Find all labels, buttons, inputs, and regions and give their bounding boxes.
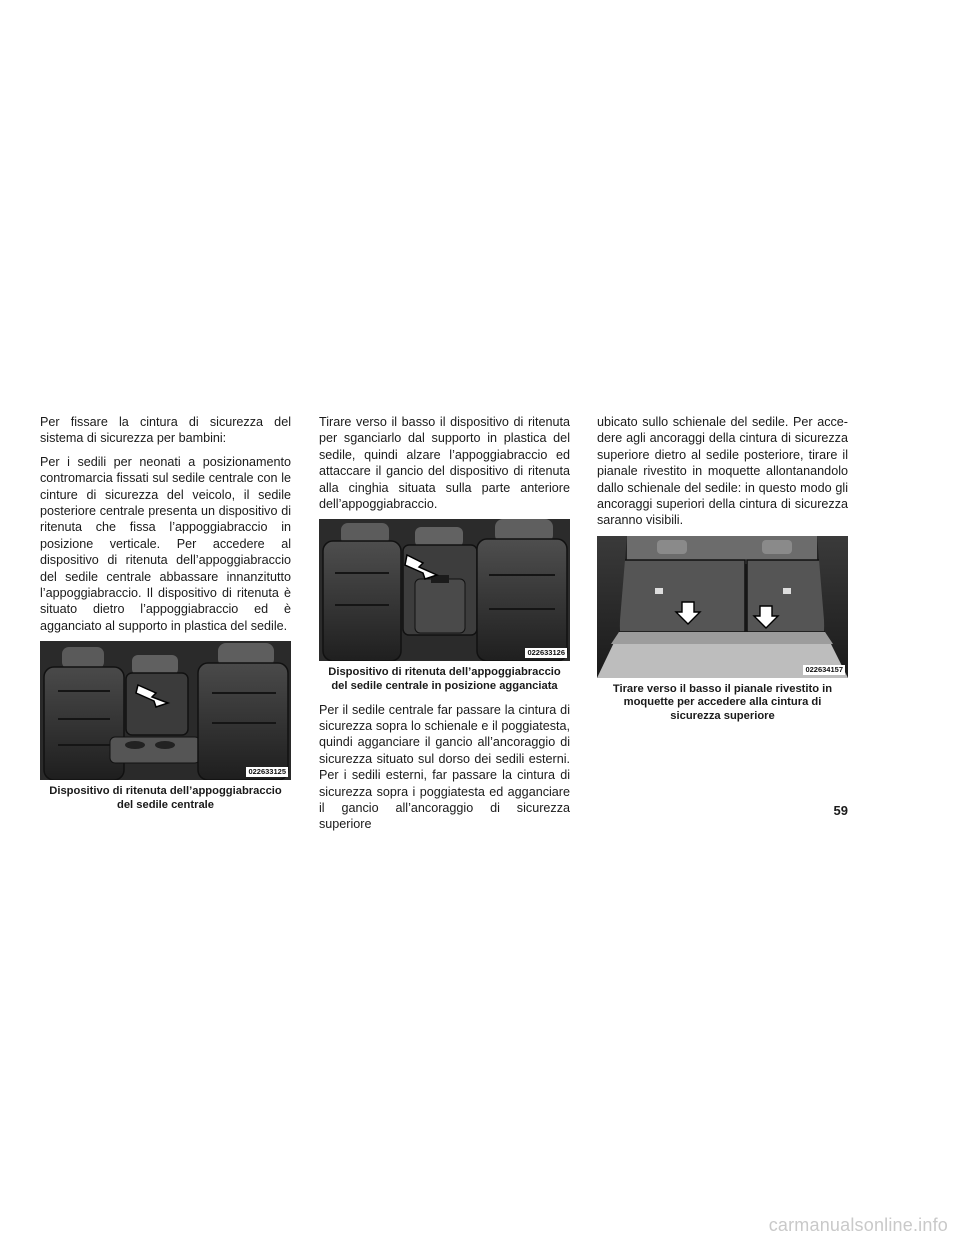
paragraph-rear-facing-seats: Per i sedili per neonati a posizionamento contromarcia fissati sul sedile centrale con le cinture di sicurezza del veicolo, il sedile posteriore centrale presenta un dispositivo di ritenuta che fissa l’appoggiabraccio in posizione verticale. Per accedere al dispositivo di ritenuta dell’appoggiabraccio del sedile centrale abbassare innanzitutto l’appoggiabraccio. Il dispositivo di ritenuta è situato dietro l’appoggiabraccio ed è agganciato al supporto in plastica del sedile. xyxy=(40,454,291,633)
figure-caption: Dispositivo di ritenuta dell’appoggiabraccio del sedile centrale in posizione agganciata xyxy=(328,666,561,693)
figure-cargo-floor xyxy=(597,536,848,678)
watermark: carmanualsonline.info xyxy=(768,1215,948,1235)
page-number: 59 xyxy=(833,803,848,818)
paragraph-center-seat-routing: Per il sedile centrale far passare la cintura di sicurezza sopra lo schienale e il poggiatesta, quindi agganciare il gancio all’ancoraggio di sicurezza situato sul dorso dei sedili esterni. Per i sedili esterni, far passare la cintura di sicurezza sopra i poggiatesta ed agganciare il gancio all’ancoraggio di sicurezza superiore xyxy=(319,702,570,832)
figure-id-label: 022634157 xyxy=(805,664,843,674)
paragraph-intro: Per fissare la cintura di sicurezza del sistema di sicurezza per bambini: xyxy=(40,415,291,446)
text-column-2 xyxy=(319,414,570,840)
text-column-3 xyxy=(597,414,848,724)
figure-id-label: 022633125 xyxy=(248,767,286,777)
paragraph-pull-restraint: Tirare verso il basso il dispositivo di ritenuta per sganciarlo dal supporto in plastica del sedile, quindi alzare l’appoggiabraccio ed attaccare il gancio del dispositivo di ritenuta alla cinghia situata sulla parte anteriore dell’appoggiabraccio. xyxy=(319,415,570,512)
rear-seat-hooked-illustration xyxy=(319,519,570,661)
rear-seat-illustration xyxy=(40,641,291,780)
figure-id-label: 022633126 xyxy=(527,648,565,658)
figure-armrest-restraint-hooked xyxy=(319,519,570,661)
figure-armrest-restraint xyxy=(40,641,291,780)
figure-caption: Dispositivo di ritenuta dell’appoggiabraccio del sedile centrale xyxy=(49,785,282,811)
paragraph-anchor-access: ubicato sullo schienale del sedile. Per accedere agli ancoraggi della cintura di sicurezza superiore dietro al sedile posteriore, tirare il pianale rivestito in moquette allontanandolo dallo schienale del sedile: in questo modo gli ancoraggi superiori della cintura di sicurezza saranno visibili. xyxy=(597,415,848,528)
text-column-1 xyxy=(40,414,291,812)
cargo-area-illustration xyxy=(597,536,848,678)
figure-caption: Tirare verso il basso il pianale rivestito in moquette per accedere alla cintura di sicurezza superiore xyxy=(612,682,833,723)
